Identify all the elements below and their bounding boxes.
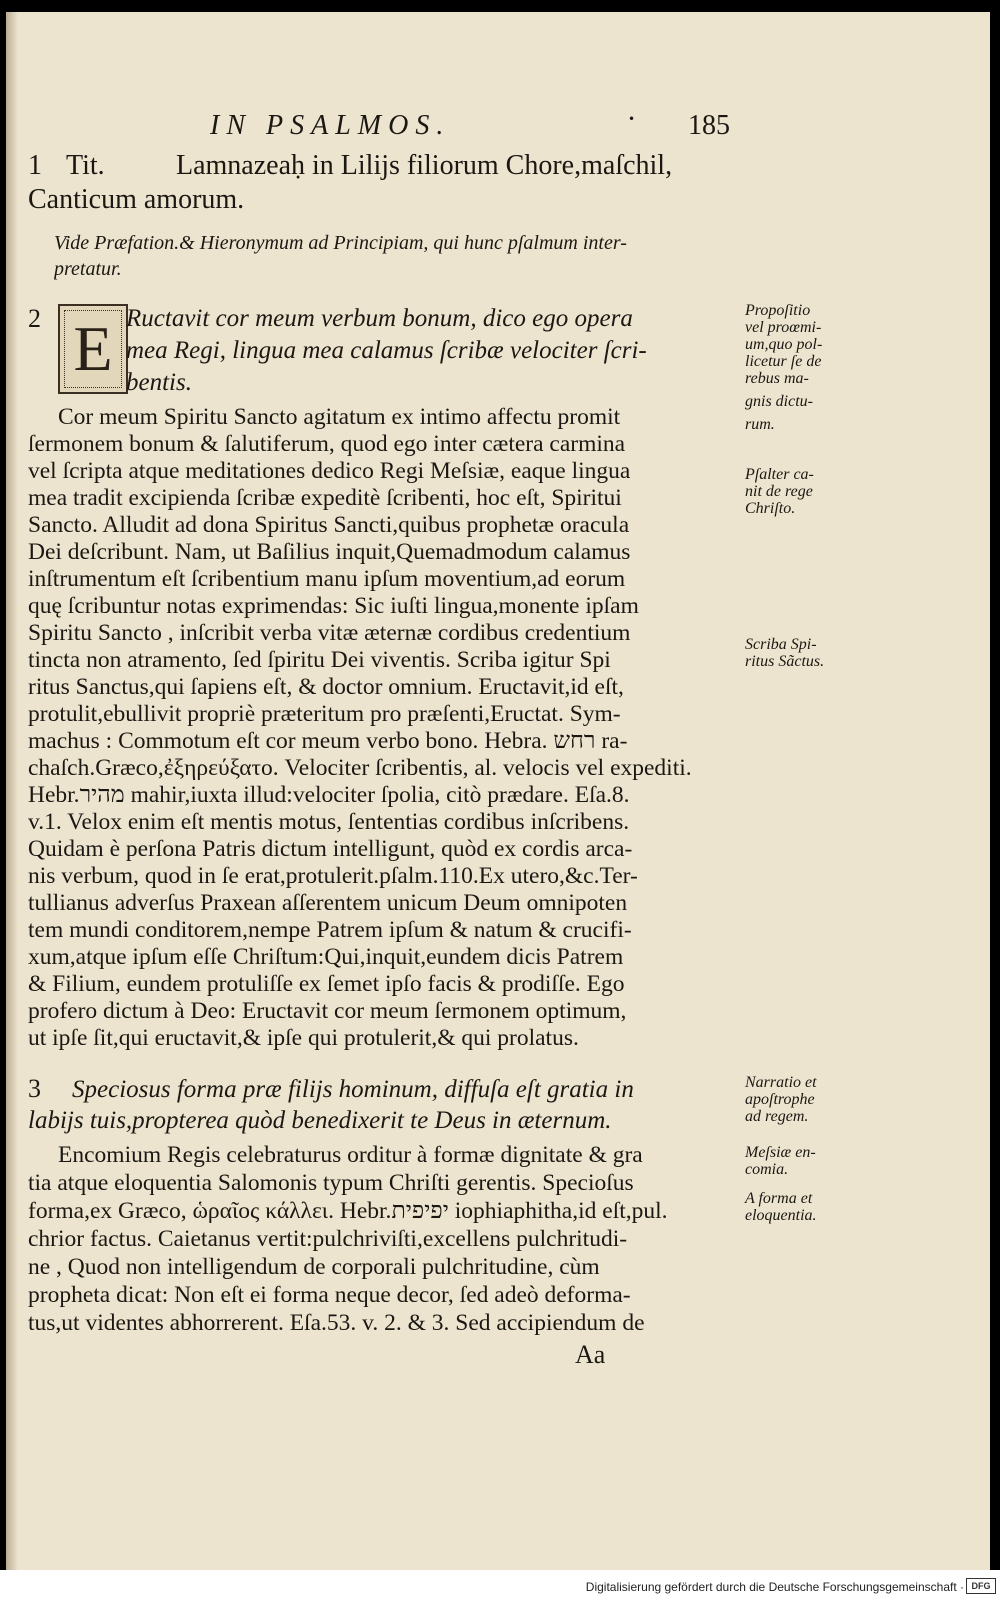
margin-note-line: Chriſto.: [745, 500, 796, 517]
commentary-line: Sancto. Alludit ad dona Spiritus Sancti,quibus prophetæ oracula: [28, 512, 630, 538]
commentary-line: Dei deſcribunt. Nam, ut Baſilius inquit,Quemadmodum calamus: [28, 539, 631, 565]
commentary-line: v.1. Velox enim eſt mentis motus, ſententias cordibus inſcribens.: [28, 809, 630, 835]
margin-note-line: Meſsiæ en-: [745, 1144, 816, 1161]
margin-note-line: Scriba Spi-: [745, 636, 817, 653]
commentary-line: forma,ex Græco, ὡραῖος κάλλει. Hebr.יפיפית iophiaphitha,id eſt,pul.: [28, 1198, 668, 1224]
commentary-line: Hebr.מהיר mahir,iuxta illud:velociter ſpolia, citò prædare. Eſa.8.: [28, 782, 630, 808]
commentary-line: ritus Sanctus,qui ſapiens eſt, & doctor omnium. Eructavit,id eſt,: [28, 674, 624, 700]
verse-2-number: 2: [28, 305, 41, 332]
margin-note: [745, 1144, 855, 1178]
psalm-title-line-2: Canticum amorum.: [28, 184, 245, 215]
margin-note-line: ad regem.: [745, 1108, 809, 1125]
commentary-line: Encomium Regis celebraturus orditur à formæ dignitate & gra: [58, 1142, 643, 1168]
commentary-line: ſermonem bonum & ſalutiferum, quod ego inter cætera carmina: [28, 431, 626, 457]
lead-line: pretatur.: [54, 258, 122, 280]
title-label: Tit.: [66, 150, 105, 181]
digitization-footer: [0, 1570, 1000, 1601]
margin-note-line: gnis dictu-: [745, 393, 813, 410]
verse-2-line: Ructavit cor meum verbum bonum, dico ego opera: [126, 305, 633, 332]
margin-note-line: nit de rege: [745, 483, 813, 500]
commentary-line: ne , Quod non intelligendum de corporali pulchritudine, cùm: [28, 1254, 600, 1280]
commentary-line: vel ſcripta atque meditationes dedico Regi Meſsiæ, eaque lingua: [28, 458, 631, 484]
margin-note-line: eloquentia.: [745, 1207, 817, 1224]
running-title: IN PSALMOS.: [210, 110, 451, 141]
margin-note-line: Narratio et: [745, 1074, 817, 1091]
margin-note-line: ritus Sãctus.: [745, 653, 825, 670]
commentary-line: mea tradit excipienda ſcribæ expeditè ſcribenti, hoc eſt, Spiritui: [28, 485, 622, 511]
margin-note-line: Pſalter ca-: [745, 466, 814, 483]
commentary-line: tus,ut videntes abhorrerent. Eſa.53. v. 2. & 3. Sed accipiendum de: [28, 1310, 645, 1336]
commentary-line: profero dictum à Deo: Eructavit cor meum ſermonem optimum,: [28, 998, 627, 1024]
commentary-line: nis verbum, quod in ſe erat,protulerit.pſalm.110.Ex utero,&c.Ter-: [28, 863, 638, 889]
verse-2-line: mea Regi, lingua mea calamus ſcribæ velociter ſcri-: [126, 337, 647, 364]
page-gutter-shadow: [6, 12, 18, 1570]
commentary-line: tincta non atramento, ſed ſpiritu Dei viventis. Scriba igitur Spi: [28, 647, 611, 673]
verse-3-text: Speciosus forma præ filijs hominum, diffuſa eſt gratia in: [72, 1076, 634, 1103]
verse-3-number: 3: [28, 1074, 41, 1103]
margin-note: [745, 302, 855, 433]
commentary-line: & Filium, eundem protuliſſe ex ſemet ipſo facis & prodiſſe. Ego: [28, 971, 625, 997]
page-header: [200, 110, 740, 146]
commentary-line: ut ipſe ſit,qui eructavit,& ipſe qui protulerit,& qui prolatus.: [28, 1025, 579, 1051]
margin-note: [745, 1074, 855, 1125]
commentary-line: machus : Commotum eſt cor meum verbo bono. Hebra. רחש ra-: [28, 728, 628, 754]
psalm-title-line-1: [28, 150, 733, 182]
margin-note: [745, 1190, 855, 1224]
margin-note-line: Propoſitio: [745, 302, 811, 319]
margin-note-line: apoſtrophe: [745, 1091, 815, 1108]
verse-3-line: labijs tuis,propterea quòd benedixerit te Deus in æternum.: [28, 1107, 612, 1134]
ink-speck: •: [628, 112, 636, 126]
commentary-line: chaſch.Græco,ἐξηρεύξατο. Velociter ſcribentis, al. velocis vel expediti.: [28, 755, 692, 781]
margin-note-line: rum.: [745, 416, 775, 433]
commentary-line: tullianus adverſus Praxean aſſerentem unicum Deum omnipoten: [28, 890, 628, 916]
lead-line: Vide Præfation.& Hieronymum ad Principiam, qui hunc pſalmum inter-: [54, 232, 627, 254]
commentary-line: Quidam è perſona Patris dictum intelligunt, quòd ex cordis arca-: [28, 836, 633, 862]
verse-3-line: [28, 1074, 733, 1105]
commentary-line: tia atque eloquentia Salomonis typum Chriſti gerentis. Specioſus: [28, 1170, 634, 1196]
title-text: Lamnazeaḥ in Lilijs filiorum Chore,maſchil,: [176, 150, 673, 181]
page-number: 185: [688, 110, 730, 141]
title-number: 1: [28, 150, 42, 181]
commentary-line: quę ſcribuntur notas exprimendas: Sic iuſti lingua,monente ipſam: [28, 593, 639, 619]
dfg-logo-icon: DFG: [966, 1578, 996, 1594]
commentary-line: inſtrumentum eſt ſcribentium manu ipſum moventium,ad eorum: [28, 566, 626, 592]
funding-credit: Digitalisierung gefördert durch die Deutsche Forschungsgemeinschaft ·: [585, 1580, 964, 1594]
margin-note-line: vel proœmi-: [745, 319, 822, 336]
commentary-line: tem mundi conditorem,nempe Patrem ipſum & natum & crucifi-: [28, 917, 632, 943]
catchword: Aa: [575, 1340, 606, 1369]
margin-note: [745, 466, 855, 517]
margin-note: [745, 636, 855, 670]
commentary-line: xum,atque ipſum eſſe Chriſtum:Qui,inquit,eundem dicis Patrem: [28, 944, 624, 970]
decorated-initial: E: [58, 304, 128, 394]
commentary-line: chrior factus. Caietanus vertit:pulchriviſti,excellens pulchritudi-: [28, 1226, 628, 1252]
margin-note-line: licetur ſe de: [745, 353, 822, 370]
margin-note-line: A forma et: [745, 1190, 813, 1207]
margin-note-line: comia.: [745, 1161, 789, 1178]
verse-2-line: bentis.: [126, 369, 192, 396]
commentary-line: Spiritu Sancto , inſcribit verba vitæ æternæ cordibus credentium: [28, 620, 631, 646]
margin-note-line: um,quo pol-: [745, 336, 823, 353]
commentary-line: Cor meum Spiritu Sancto agitatum ex intimo affectu promit: [58, 404, 621, 430]
commentary-line: propheta dicat: Non eſt ei forma neque decor, ſed adeò deforma-: [28, 1282, 631, 1308]
commentary-line: protulit,ebullivit propriè præteritum pro præſenti,Eructat. Sym-: [28, 701, 621, 727]
margin-note-line: rebus ma-: [745, 370, 809, 387]
